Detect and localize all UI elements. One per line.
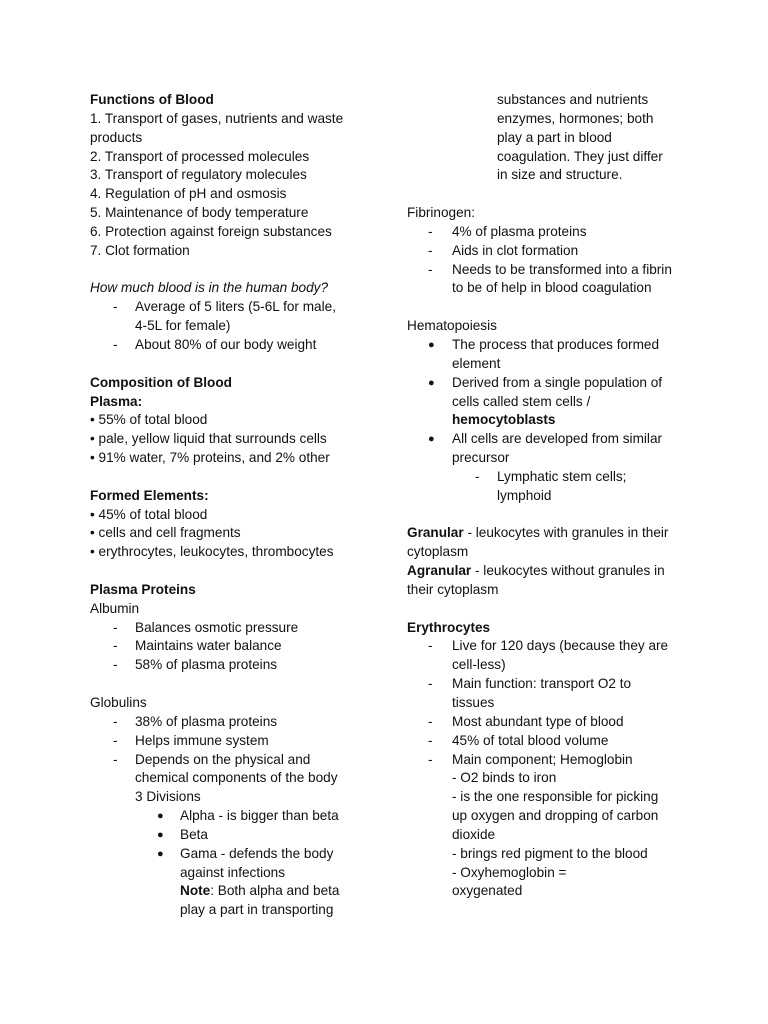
list-item-continuation: tissues bbox=[452, 695, 495, 710]
list-item: - 4% of plasma proteins bbox=[407, 223, 707, 242]
bullet-marker: ● bbox=[157, 847, 164, 860]
hemoglobin-detail: oxygenated bbox=[452, 883, 523, 899]
dash-marker: - bbox=[428, 223, 433, 239]
list-item-continuation: lymphoid bbox=[497, 487, 552, 503]
dash-marker: - bbox=[428, 638, 433, 654]
plasma-item: • 91% water, 7% proteins, and 2% other bbox=[90, 450, 330, 466]
hemoglobin-detail: up oxygen and dropping of carbon bbox=[452, 808, 659, 824]
list-item-continuation: cell-less) bbox=[452, 657, 506, 673]
dash-marker: - bbox=[428, 732, 433, 748]
list-item: - 45% of total blood volume bbox=[407, 732, 707, 751]
bullet-marker: ● bbox=[428, 433, 435, 446]
list-item: - Average of 5 liters (5-6L for male, bbox=[90, 298, 390, 317]
hemoglobin-detail: - brings red pigment to the blood bbox=[452, 845, 648, 861]
dash-marker: - bbox=[113, 336, 118, 352]
dash-marker: - bbox=[428, 713, 433, 729]
dash-marker: - bbox=[113, 619, 118, 635]
list-item: - Live for 120 days (because they are bbox=[407, 637, 707, 656]
granular-continuation: cytoplasm bbox=[407, 544, 469, 560]
functions-item: 7. Clot formation bbox=[90, 242, 190, 258]
globulins-label: Globulins bbox=[90, 695, 147, 710]
bullet-marker: ● bbox=[428, 376, 435, 389]
plasma-item: • pale, yellow liquid that surrounds cells bbox=[90, 431, 327, 447]
dash-marker: - bbox=[428, 751, 433, 767]
list-item: - Needs to be transformed into a fibrin bbox=[407, 261, 707, 280]
note-continuation: play a part in blood bbox=[497, 129, 612, 145]
bullet-marker: ● bbox=[428, 338, 435, 351]
list-item-continuation: to be of help in blood coagulation bbox=[452, 280, 652, 296]
division-item: ● Alpha - is bigger than beta bbox=[90, 807, 390, 826]
note-continuation: coagulation. They just differ bbox=[497, 148, 663, 164]
list-item: - Maintains water balance bbox=[90, 637, 390, 656]
hemocytoblasts-term: hemocytoblasts bbox=[452, 412, 556, 428]
granular-definition: Granular - leukocytes with granules in their bbox=[407, 525, 669, 541]
right-column bbox=[407, 91, 707, 901]
albumin-label: Albumin bbox=[90, 600, 140, 616]
list-item: - Balances osmotic pressure bbox=[90, 619, 390, 638]
functions-item: 4. Regulation of pH and osmosis bbox=[90, 186, 287, 202]
note-continuation: in size and structure. bbox=[497, 167, 623, 183]
dash-marker: - bbox=[113, 657, 118, 673]
functions-item: products bbox=[90, 129, 143, 145]
hematopoiesis-label: Hematopoiesis bbox=[407, 318, 497, 334]
dash-marker: - bbox=[428, 242, 433, 258]
dash-marker: - bbox=[113, 299, 118, 315]
list-item-continuation: chemical components of the body bbox=[135, 770, 338, 786]
functions-item: 6. Protection against foreign substances bbox=[90, 223, 332, 239]
formed-item: • erythrocytes, leukocytes, thrombocytes bbox=[90, 544, 334, 560]
agranular-continuation: their cytoplasm bbox=[407, 581, 499, 597]
plasma-proteins-heading: Plasma Proteins bbox=[90, 581, 196, 597]
hemoglobin-detail: - is the one responsible for picking bbox=[452, 789, 659, 805]
note-continuation: play a part in transporting bbox=[180, 902, 334, 918]
fibrinogen-label: Fibrinogen: bbox=[407, 205, 476, 221]
erythrocytes-heading: Erythrocytes bbox=[407, 619, 491, 635]
dash-marker: - bbox=[113, 638, 118, 654]
composition-heading: Composition of Blood bbox=[90, 374, 232, 390]
formed-item: • cells and cell fragments bbox=[90, 525, 241, 541]
list-item: ● All cells are developed from similar bbox=[407, 430, 707, 449]
left-column bbox=[90, 91, 390, 920]
division-item: ● Gama - defends the body bbox=[90, 845, 390, 864]
note-label: Note bbox=[180, 883, 211, 899]
granular-term: Granular bbox=[407, 525, 464, 541]
functions-heading: Functions of Blood bbox=[90, 92, 214, 107]
plasma-heading: Plasma: bbox=[90, 393, 143, 409]
list-item: - Helps immune system bbox=[90, 732, 390, 751]
list-item: - Main component; Hemoglobin bbox=[407, 751, 707, 770]
functions-item: 1. Transport of gases, nutrients and waste bbox=[90, 110, 344, 126]
dash-marker: - bbox=[113, 751, 118, 767]
list-item: - Lymphatic stem cells; bbox=[407, 468, 707, 487]
list-item: - Depends on the physical and bbox=[90, 751, 390, 770]
list-item: - 38% of plasma proteins bbox=[90, 713, 390, 732]
formed-item: • 45% of total blood bbox=[90, 506, 208, 522]
dash-marker: - bbox=[428, 261, 433, 277]
list-item: - Main function: transport O2 to bbox=[407, 675, 707, 694]
list-item: ● Derived from a single population of bbox=[407, 374, 707, 393]
bullet-marker: ● bbox=[157, 828, 164, 841]
list-item-continuation: precursor bbox=[452, 450, 510, 466]
blood-volume-question: How much blood is in the human body? bbox=[90, 280, 329, 296]
list-item: - Most abundant type of blood bbox=[407, 713, 707, 732]
functions-item: 2. Transport of processed molecules bbox=[90, 148, 310, 164]
formed-elements-heading: Formed Elements: bbox=[90, 487, 209, 503]
list-item: - 58% of plasma proteins bbox=[90, 656, 390, 675]
agranular-term: Agranular bbox=[407, 563, 472, 579]
hemoglobin-detail: - O2 binds to iron bbox=[452, 770, 557, 786]
agranular-definition: Agranular - leukocytes without granules in bbox=[407, 563, 665, 579]
dash-marker: - bbox=[113, 713, 118, 729]
functions-item: 3. Transport of regulatory molecules bbox=[90, 167, 307, 183]
note: Note: Both alpha and beta bbox=[180, 883, 340, 899]
hemoglobin-detail: - Oxyhemoglobin = bbox=[452, 864, 567, 880]
hemoglobin-detail: dioxide bbox=[452, 826, 496, 842]
note-continuation: enzymes, hormones; both bbox=[497, 110, 654, 126]
note-continuation: substances and nutrients bbox=[497, 92, 649, 107]
list-item-continuation: 3 Divisions bbox=[135, 789, 201, 805]
list-item-continuation: cells called stem cells / bbox=[452, 393, 591, 409]
list-item-continuation: element bbox=[452, 355, 501, 371]
dash-marker: - bbox=[428, 676, 433, 692]
plasma-item: • 55% of total blood bbox=[90, 412, 208, 428]
dash-marker: - bbox=[475, 468, 480, 484]
division-item: ● Beta bbox=[90, 826, 390, 845]
dash-marker: - bbox=[113, 732, 118, 748]
list-item: - Aids in clot formation bbox=[407, 242, 707, 261]
division-item-continuation: against infections bbox=[180, 864, 286, 880]
bullet-marker: ● bbox=[157, 810, 164, 823]
list-item: - About 80% of our body weight bbox=[90, 336, 390, 355]
functions-item: 5. Maintenance of body temperature bbox=[90, 205, 309, 221]
list-item-continuation: 4-5L for female) bbox=[135, 318, 231, 334]
list-item: ● The process that produces formed bbox=[407, 336, 707, 355]
